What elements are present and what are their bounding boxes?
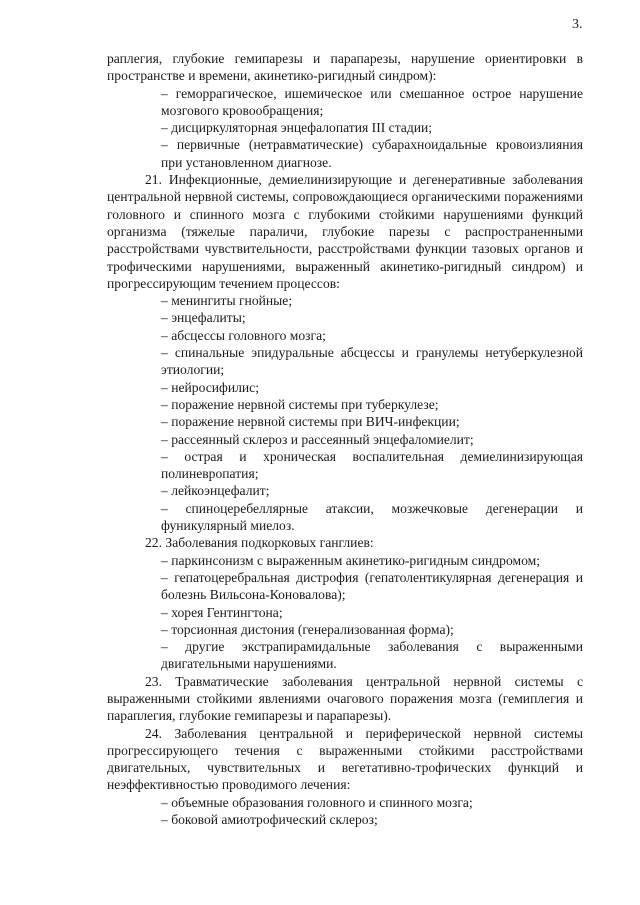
list-item: – объемные образования головного и спинного мозга; — [161, 794, 473, 810]
list-item: – энцефалиты; — [161, 310, 246, 326]
section-24-list — [107, 794, 583, 829]
list-item: – первичные (нетравматические) субарахноидальные кровоизлияния при установленном диагнозе. — [161, 137, 583, 170]
list-item: – абсцессы головного мозга; — [161, 327, 326, 343]
section-22-list — [107, 552, 583, 673]
section-24-paragraph: 24. Заболевания центральной и периферической нервной системы прогрессирующего течения с выраженными стойкими расстройствами двигательных, чувствительных и вегетативно-трофических функций и неэффективностью проводимого лечения: — [107, 725, 583, 793]
list-item: – поражение нервной системы при ВИЧ-инфекции; — [161, 414, 460, 430]
list-item: – острая и хроническая воспалительная демиелинизирующая полиневропатия; — [161, 448, 583, 482]
list-item: – рассеянный склероз и рассеянный энцефаломиелит; — [161, 431, 474, 447]
list-item: – другие экстрапирамидальные заболевания с выраженными двигательными нарушениями. — [161, 639, 583, 672]
list-item: – геморрагическое, ишемическое или смешанное острое нарушение мозгового кровообращения; — [161, 85, 583, 118]
list-item: – лейкоэнцефалит; — [161, 483, 270, 499]
list-item: – менингиты гнойные; — [161, 293, 293, 309]
list-item: – торсионная дистония (генерализованная форма); — [161, 621, 454, 637]
intro-continuation: раплегия, глубокие гемипарезы и парапарезы, нарушение ориентировки в пространстве и времени, акинетико-ригидный синдром): — [107, 51, 583, 84]
list-item: – гепатоцеребральная дистрофия (гепатолентикулярная дегенерация и болезнь Вильсона-Коновалова); — [161, 569, 583, 603]
section-21-list — [107, 292, 583, 534]
list-item: – паркинсонизм с выраженным акинетико-ригидным синдромом; — [161, 552, 541, 568]
list-item: – дисциркуляторная энцефалопатия III стадии; — [161, 120, 433, 136]
list-item: – спинальные эпидуральные абсцессы и гранулемы нетуберкулезной этиологии; — [161, 345, 583, 378]
list-item: – спиноцеребеллярные атаксии, мозжечковые дегенерации и фуникулярный миелоз. — [161, 500, 583, 534]
section-21-paragraph: 21. Инфекционные, демиелинизирующие и дегенеративные заболевания центральной нервной системы, сопровождающиеся органическими поражениями головного и спинного мозга с глубокими стойкими нарушениями функций организма (тяжелые параличи, глубокие парезы с распространенными расстройствами чувствительности, расстройствами функции тазовых органов и трофическими нарушениями, выраженный акинетико-ригидный синдром) и прогрессирующим течением процессов: — [107, 172, 583, 291]
section-22-paragraph: 22. Заболевания подкорковых ганглиев: — [145, 535, 374, 551]
list-item: – поражение нервной системы при туберкулезе; — [161, 396, 439, 412]
section-23-paragraph: 23. Травматические заболевания центральной нервной системы с выраженными стойкими явлениями очагового поражения мозга (гемиплегия и параплегия, глубокие гемипарезы и парапарезы). — [107, 673, 583, 724]
list-item: – боковой амиотрофический склероз; — [161, 812, 378, 828]
intro-list — [107, 85, 583, 171]
page-number: 3. — [572, 17, 583, 32]
list-item: – хорея Гентингтона; — [161, 604, 283, 620]
document-body — [107, 50, 583, 828]
list-item: – нейросифилис; — [161, 379, 259, 395]
